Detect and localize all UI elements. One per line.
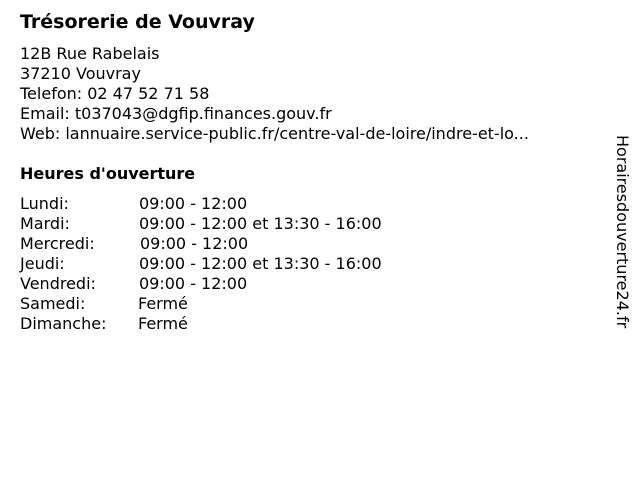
site-watermark: Horairesdouverture24.fr [613,135,632,329]
day-label: Samedi: [20,294,86,313]
street-address: 12B Rue Rabelais [20,44,160,63]
time-value: 09:00 - 12:00 [139,194,248,213]
page-title: Trésorerie de Vouvray [20,11,255,33]
day-label: Jeudi: [20,254,65,273]
time-value: 09:00 - 12:00 [140,234,249,253]
phone-number: Telefon: 02 47 52 71 58 [20,84,210,103]
website-link: Web: lannuaire.service-public.fr/centre-val-de-loire/indre-et-lo... [20,124,529,143]
time-value: Fermé [138,314,188,333]
day-label: Dimanche: [20,314,107,333]
time-value: 09:00 - 12:00 et 13:30 - 16:00 [139,214,382,233]
day-label: Lundi: [20,194,69,213]
day-label: Mercredi: [20,234,95,253]
time-value: Fermé [138,294,188,313]
time-value: 09:00 - 12:00 et 13:30 - 16:00 [139,254,382,273]
city-address: 37210 Vouvray [20,64,141,83]
email-address: Email: t037043@dgfip.finances.gouv.fr [20,104,332,123]
contact-block [20,44,529,144]
hours-heading: Heures d'ouverture [20,164,196,183]
day-label: Vendredi: [20,274,96,293]
day-label: Mardi: [20,214,70,233]
time-value: 09:00 - 12:00 [139,274,248,293]
